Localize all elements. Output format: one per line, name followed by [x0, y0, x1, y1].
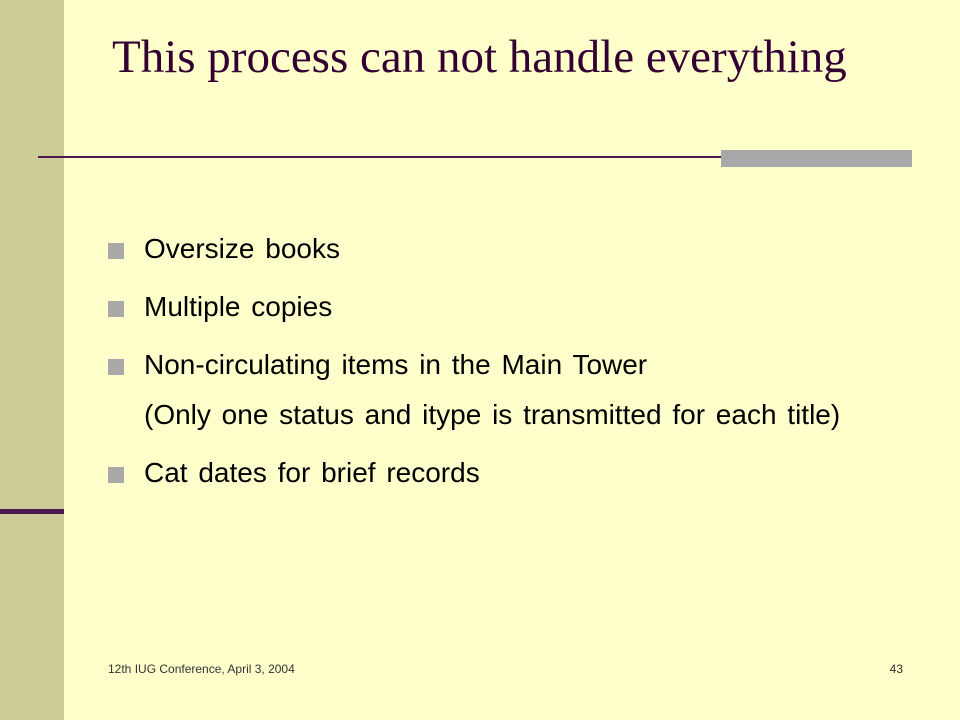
square-bullet-icon	[108, 359, 124, 375]
bullet-continuation	[108, 398, 898, 432]
left-band-accent-bar	[0, 509, 64, 514]
slide-title: This process can not handle everything	[112, 31, 847, 83]
square-bullet-icon	[108, 301, 124, 317]
square-bullet-icon	[108, 467, 124, 483]
bullet-text: Non-circulating items in the Main Tower	[144, 349, 648, 380]
bullet-item	[108, 232, 898, 266]
bullet-item	[108, 290, 898, 324]
bullet-list	[108, 232, 898, 514]
left-decorative-band	[0, 0, 64, 720]
bullet-text: (Only one status and itype is transmitted for each title)	[144, 399, 841, 430]
square-bullet-icon	[108, 243, 124, 259]
bullet-item	[108, 348, 898, 382]
bullet-text: Multiple copies	[144, 291, 333, 322]
bullet-item	[108, 456, 898, 490]
footer-page-number: 43	[889, 662, 903, 676]
footer-conference: 12th IUG Conference, April 3, 2004	[108, 662, 295, 676]
title-underline-accent	[721, 150, 912, 167]
bullet-text: Oversize books	[144, 233, 340, 264]
bullet-text: Cat dates for brief records	[144, 457, 480, 488]
